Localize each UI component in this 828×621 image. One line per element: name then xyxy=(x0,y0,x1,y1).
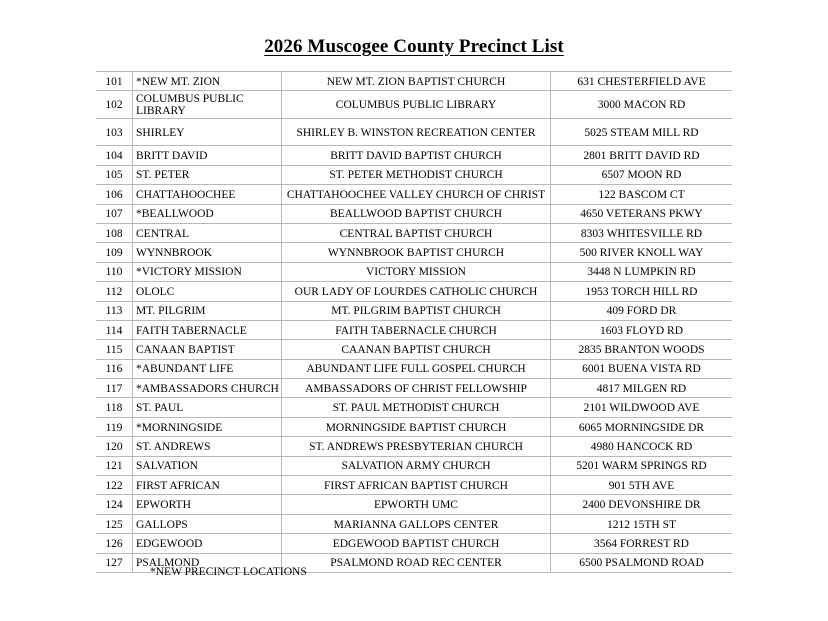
polling-address: 2101 WILDWOOD AVE xyxy=(551,398,733,417)
precinct-number: 122 xyxy=(96,476,133,495)
table-row xyxy=(96,282,732,301)
polling-address: 4980 HANCOCK RD xyxy=(551,437,733,456)
polling-location: ST. PETER METHODIST CHURCH xyxy=(282,165,551,184)
page-title xyxy=(0,36,828,58)
table-row xyxy=(96,437,732,456)
table-row xyxy=(96,514,732,533)
table-row xyxy=(96,398,732,417)
polling-location: EDGEWOOD BAPTIST CHURCH xyxy=(282,534,551,553)
polling-address: 2835 BRANTON WOODS xyxy=(551,340,733,359)
page-title-text: 2026 Muscogee County Precinct List xyxy=(264,36,564,57)
precinct-name: MT. PILGRIM xyxy=(133,301,282,320)
precinct-number: 105 xyxy=(96,165,133,184)
precinct-name: *ABUNDANT LIFE xyxy=(133,359,282,378)
precinct-number: 106 xyxy=(96,185,133,204)
polling-location: OUR LADY OF LOURDES CATHOLIC CHURCH xyxy=(282,282,551,301)
precinct-name: ST. PAUL xyxy=(133,398,282,417)
precinct-name: CANAAN BAPTIST xyxy=(133,340,282,359)
precinct-name: *VICTORY MISSION xyxy=(133,262,282,281)
table-row xyxy=(96,204,732,223)
precinct-number: 121 xyxy=(96,456,133,475)
precinct-name: OLOLC xyxy=(133,282,282,301)
precinct-number: 125 xyxy=(96,514,133,533)
table-row xyxy=(96,534,732,553)
polling-location: BRITT DAVID BAPTIST CHURCH xyxy=(282,146,551,165)
precinct-number: 119 xyxy=(96,417,133,436)
table-row xyxy=(96,476,732,495)
polling-location: VICTORY MISSION xyxy=(282,262,551,281)
polling-address: 1603 FLOYD RD xyxy=(551,320,733,339)
precinct-name: PSALMOND xyxy=(133,553,282,572)
table-row xyxy=(96,379,732,398)
polling-location: NEW MT. ZION BAPTIST CHURCH xyxy=(282,72,551,91)
polling-location: COLUMBUS PUBLIC LIBRARY xyxy=(282,91,551,119)
polling-location: FIRST AFRICAN BAPTIST CHURCH xyxy=(282,476,551,495)
polling-address: 8303 WHITESVILLE RD xyxy=(551,223,733,242)
polling-location: AMBASSADORS OF CHRIST FELLOWSHIP xyxy=(282,379,551,398)
table-row xyxy=(96,243,732,262)
polling-location: CHATTAHOOCHEE VALLEY CHURCH OF CHRIST xyxy=(282,185,551,204)
precinct-number: 115 xyxy=(96,340,133,359)
table-row xyxy=(96,456,732,475)
polling-address: 5201 WARM SPRINGS RD xyxy=(551,456,733,475)
polling-address: 4817 MILGEN RD xyxy=(551,379,733,398)
precinct-name: EDGEWOOD xyxy=(133,534,282,553)
precinct-name: ST. ANDREWS xyxy=(133,437,282,456)
polling-address: 3564 FORREST RD xyxy=(551,534,733,553)
polling-address: 6507 MOON RD xyxy=(551,165,733,184)
precinct-number: 117 xyxy=(96,379,133,398)
polling-address: 5025 STEAM MILL RD xyxy=(551,119,733,146)
polling-address: 122 BASCOM CT xyxy=(551,185,733,204)
precinct-number: 114 xyxy=(96,320,133,339)
polling-address: 3448 N LUMPKIN RD xyxy=(551,262,733,281)
precinct-number: 116 xyxy=(96,359,133,378)
precinct-name: BRITT DAVID xyxy=(133,146,282,165)
polling-address: 3000 MACON RD xyxy=(551,91,733,119)
polling-address: 409 FORD DR xyxy=(551,301,733,320)
precinct-name: *BEALLWOOD xyxy=(133,204,282,223)
polling-address: 500 RIVER KNOLL WAY xyxy=(551,243,733,262)
table-row xyxy=(96,91,732,119)
polling-address: 6001 BUENA VISTA RD xyxy=(551,359,733,378)
polling-location: FAITH TABERNACLE CHURCH xyxy=(282,320,551,339)
table-row xyxy=(96,72,732,91)
precinct-number: 120 xyxy=(96,437,133,456)
precinct-name: CENTRAL xyxy=(133,223,282,242)
precinct-number: 124 xyxy=(96,495,133,514)
polling-location: ST. ANDREWS PRESBYTERIAN CHURCH xyxy=(282,437,551,456)
polling-location: EPWORTH UMC xyxy=(282,495,551,514)
precinct-name: SHIRLEY xyxy=(133,119,282,146)
polling-address: 6065 MORNINGSIDE DR xyxy=(551,417,733,436)
polling-location: MT. PILGRIM BAPTIST CHURCH xyxy=(282,301,551,320)
polling-address: 631 CHESTERFIELD AVE xyxy=(551,72,733,91)
polling-address: 6500 PSALMOND ROAD xyxy=(551,553,733,572)
polling-address: 901 5TH AVE xyxy=(551,476,733,495)
polling-address: 1212 15TH ST xyxy=(551,514,733,533)
precinct-name: *NEW MT. ZION xyxy=(133,72,282,91)
precinct-name: FAITH TABERNACLE xyxy=(133,320,282,339)
polling-location: ABUNDANT LIFE FULL GOSPEL CHURCH xyxy=(282,359,551,378)
precinct-number: 103 xyxy=(96,119,133,146)
polling-address: 1953 TORCH HILL RD xyxy=(551,282,733,301)
polling-location: SALVATION ARMY CHURCH xyxy=(282,456,551,475)
polling-location: ST. PAUL METHODIST CHURCH xyxy=(282,398,551,417)
table-row xyxy=(96,185,732,204)
precinct-table xyxy=(96,71,732,573)
precinct-number: 113 xyxy=(96,301,133,320)
precinct-number: 110 xyxy=(96,262,133,281)
precinct-number: 102 xyxy=(96,91,133,119)
precinct-number: 126 xyxy=(96,534,133,553)
precinct-number: 107 xyxy=(96,204,133,223)
precinct-name: ST. PETER xyxy=(133,165,282,184)
precinct-name: CHATTAHOOCHEE xyxy=(133,185,282,204)
polling-location: SHIRLEY B. WINSTON RECREATION CENTER xyxy=(282,119,551,146)
precinct-name: EPWORTH xyxy=(133,495,282,514)
precinct-number: 112 xyxy=(96,282,133,301)
precinct-name: *MORNINGSIDE xyxy=(133,417,282,436)
table-row xyxy=(96,119,732,146)
precinct-name: FIRST AFRICAN xyxy=(133,476,282,495)
polling-location: CAANAN BAPTIST CHURCH xyxy=(282,340,551,359)
table-row xyxy=(96,301,732,320)
precinct-number: 108 xyxy=(96,223,133,242)
polling-address: 2400 DEVONSHIRE DR xyxy=(551,495,733,514)
table-row xyxy=(96,165,732,184)
precinct-name: *AMBASSADORS CHURCH xyxy=(133,379,282,398)
precinct-name: GALLOPS xyxy=(133,514,282,533)
polling-location: MORNINGSIDE BAPTIST CHURCH xyxy=(282,417,551,436)
precinct-number: 104 xyxy=(96,146,133,165)
polling-location: CENTRAL BAPTIST CHURCH xyxy=(282,223,551,242)
table-row xyxy=(96,340,732,359)
precinct-name: COLUMBUS PUBLIC LIBRARY xyxy=(133,91,282,119)
polling-address: 4650 VETERANS PKWY xyxy=(551,204,733,223)
table-row xyxy=(96,262,732,281)
precinct-number: 109 xyxy=(96,243,133,262)
polling-location: WYNNBROOK BAPTIST CHURCH xyxy=(282,243,551,262)
table-row xyxy=(96,223,732,242)
precinct-name: WYNNBROOK xyxy=(133,243,282,262)
precinct-name: SALVATION xyxy=(133,456,282,475)
table-row xyxy=(96,495,732,514)
table-row xyxy=(96,359,732,378)
polling-location: MARIANNA GALLOPS CENTER xyxy=(282,514,551,533)
precinct-number: 118 xyxy=(96,398,133,417)
polling-location: BEALLWOOD BAPTIST CHURCH xyxy=(282,204,551,223)
table-row xyxy=(96,146,732,165)
precinct-number: 101 xyxy=(96,72,133,91)
table-row xyxy=(96,320,732,339)
precinct-number: 127 xyxy=(96,553,133,572)
table-row xyxy=(96,417,732,436)
footnote: *NEW PRECINCT LOCATIONS xyxy=(150,566,307,578)
precinct-table-body xyxy=(96,72,732,573)
polling-address: 2801 BRITT DAVID RD xyxy=(551,146,733,165)
polling-location: PSALMOND ROAD REC CENTER xyxy=(282,553,551,572)
